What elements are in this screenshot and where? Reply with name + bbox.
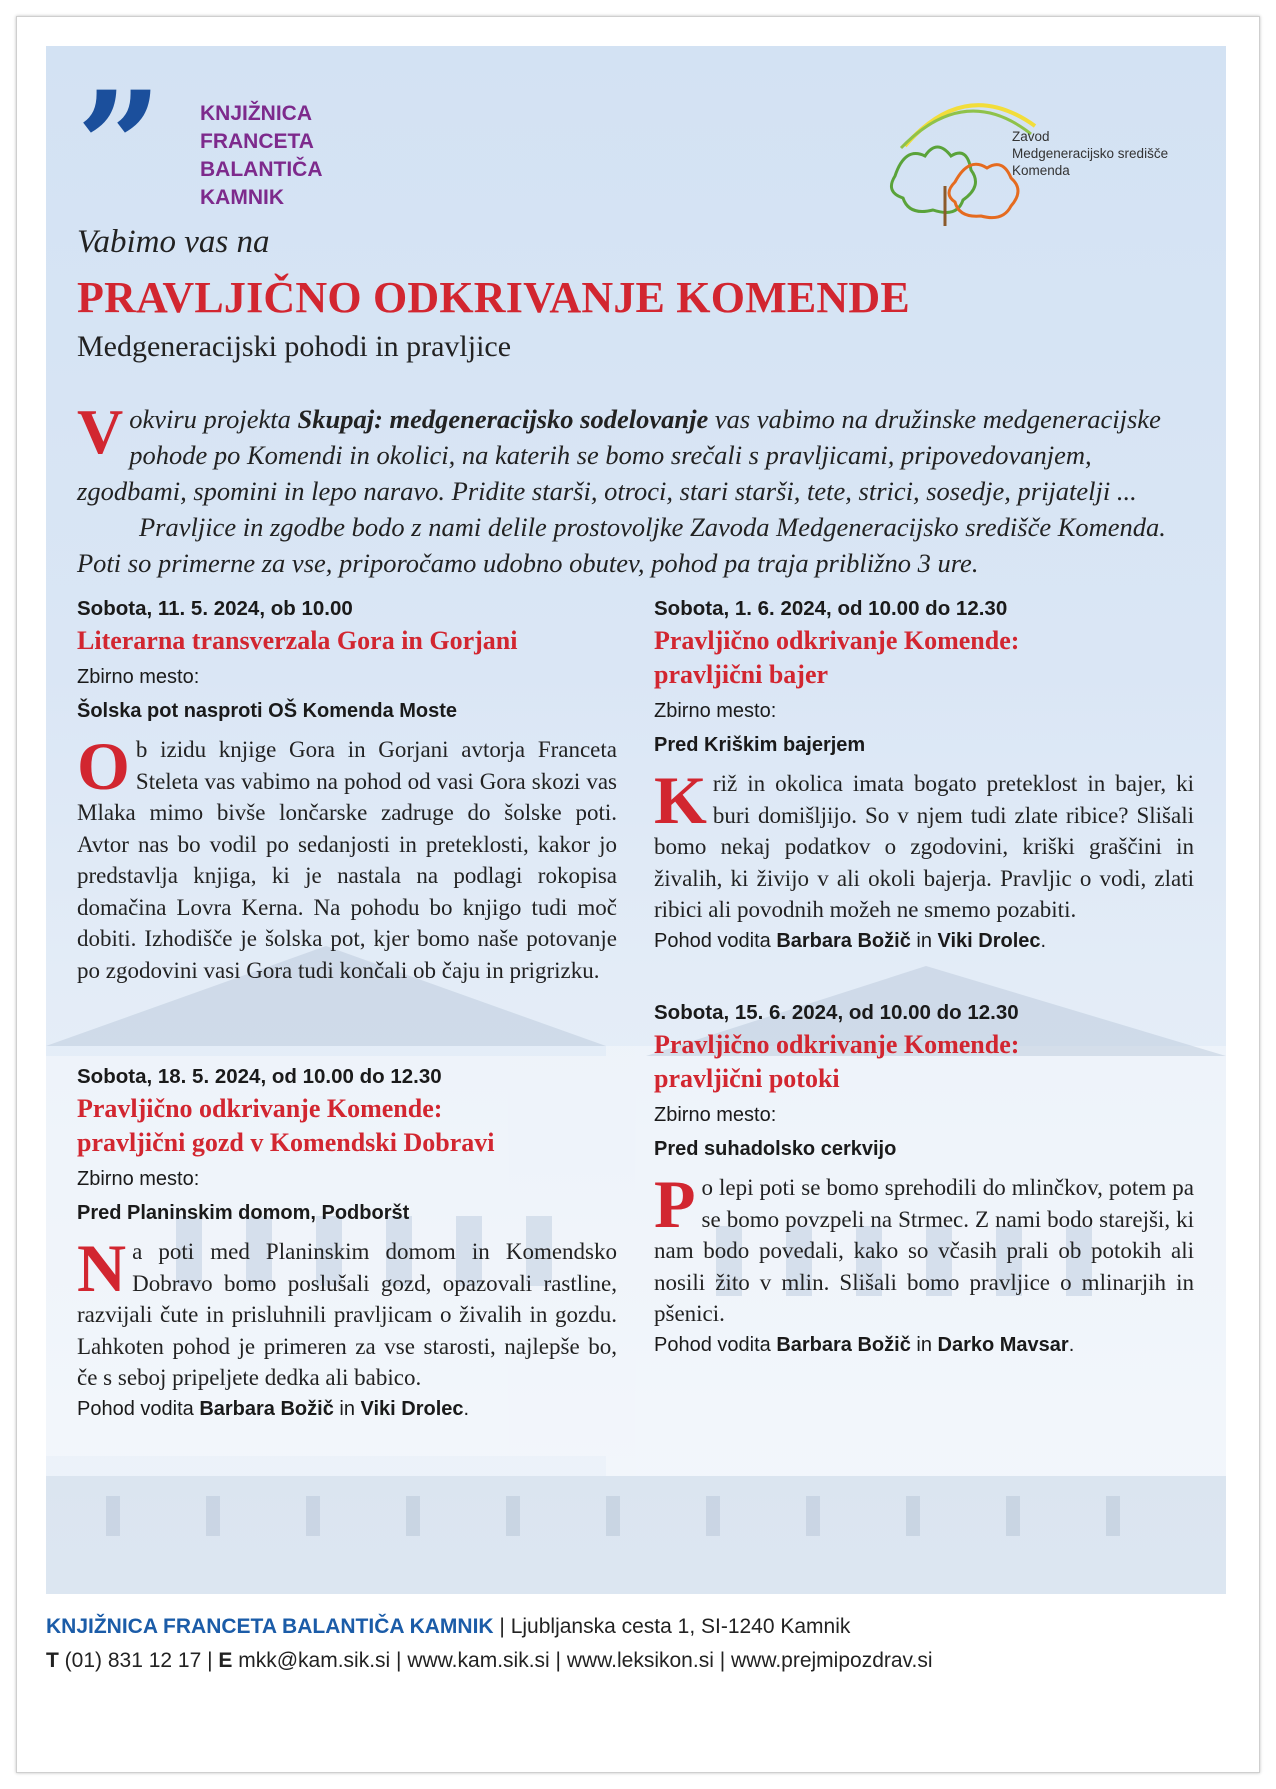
leader-name: Darko Mavsar	[937, 1333, 1069, 1356]
page-subtitle: Medgeneracijski pohodi in pravljice	[77, 330, 512, 363]
footer-address: | Ljubljanska cesta 1, SI-1240 Kamnik	[493, 1615, 851, 1638]
event-description	[654, 762, 1194, 926]
drop-cap: N	[77, 1230, 127, 1306]
event-title: pravljični bajer	[654, 660, 829, 689]
partner-line: Medgeneracijsko središče	[1012, 146, 1169, 161]
leaders-label: Pohod vodita	[654, 1333, 777, 1356]
event-card	[77, 1062, 617, 1425]
quote-mark-icon: ”	[76, 59, 151, 235]
kicker: Vabimo vas na	[77, 224, 270, 260]
leader-name: Barbara Božič	[776, 929, 911, 952]
footer-line-1	[46, 1610, 1226, 1644]
meet-place: Pred Planinskim domom, Podboršt	[77, 1202, 410, 1224]
event-leaders	[654, 1330, 1194, 1361]
event-title: Literarna transverzala Gora in Gorjani	[77, 626, 518, 655]
event-date: Sobota, 1. 6. 2024, od 10.00 do 12.30	[654, 597, 1008, 620]
intro-text	[77, 396, 1192, 581]
logo-line: KNJIŽNICA	[200, 102, 313, 125]
logo-line: KAMNIK	[200, 186, 284, 209]
meet-place: Pred Kriškim bajerjem	[654, 734, 866, 756]
intro-paragraph-2: Pravljice in zgodbe bodo z nami delile prostovoljke Zavoda Medgeneracijsko središče Komenda. Poti so primerne za vse, priporočamo udobno obutev, pohod pa traja približno 3 ure.	[77, 512, 1166, 578]
partner-logo-text	[1012, 128, 1168, 179]
event-title: Pravljično odkrivanje Komende:	[77, 1094, 443, 1123]
leader-name: Barbara Božič	[199, 1397, 334, 1420]
library-logo-text	[200, 100, 420, 212]
leaders-join: in	[910, 1333, 938, 1356]
event-title: pravljični gozd v Komendski Dobravi	[77, 1128, 495, 1157]
event-title: Pravljično odkrivanje Komende:	[654, 626, 1020, 655]
event-description	[654, 1166, 1194, 1330]
event-title: pravljični potoki	[654, 1064, 840, 1093]
intro-paragraph	[77, 396, 1192, 509]
partner-line: Zavod	[1012, 129, 1050, 144]
project-name: Skupaj: medgeneracijsko sodelovanje	[297, 404, 709, 434]
leaders-end: .	[1068, 1333, 1075, 1356]
drop-cap: K	[654, 762, 707, 838]
email-label: E	[218, 1649, 233, 1672]
meet-label: Zbirno mesto:	[77, 666, 200, 688]
event-leaders	[654, 926, 1194, 957]
leader-name: Viki Drolec	[360, 1397, 464, 1420]
leaders-join: in	[333, 1397, 361, 1420]
meet-label: Zbirno mesto:	[654, 700, 777, 722]
drop-cap: V	[77, 396, 124, 467]
meet-place: Pred suhadolsko cerkvijo	[654, 1138, 897, 1160]
event-description	[77, 1230, 617, 1394]
footer-org: KNJIŽNICA FRANCETA BALANTIČA KAMNIK	[46, 1615, 494, 1638]
event-text: b izidu knjige Gora in Gorjani avtorja Franceta Steleta vas vabimo na pohod od vasi Gora skozi vas Mlaka mimo bivše lončarske zadruge do šolske poti. Avtor nas bo vodil po sedanjosti in preteklosti, kakor jo predstavlja knjiga, ki je nastala na podlagi rokopisa domačina Lovra Kerna. Na pohodu bo knjigo tudi moč dobiti. Izhodišče je šolska pot, kjer bomo naše potovanje po zgodovini vasi Gora tudi končali ob čaju in prigrizku.	[77, 737, 617, 983]
meet-label: Zbirno mesto:	[77, 1168, 200, 1190]
event-leaders	[77, 1394, 617, 1425]
footer-phone: (01) 831 12 17 |	[58, 1649, 219, 1672]
footer-contacts[interactable]: mkk@kam.sik.si | www.kam.sik.si | www.leksikon.si | www.prejmipozdrav.si	[232, 1649, 933, 1672]
meet-label: Zbirno mesto:	[654, 1104, 777, 1126]
intro-text-part: vas vabimo na družinske medgeneracijske pohode po Komendi in okolici, na katerih se bomo srečali s pravljicami, pripovedovanjem, zgodbami, spomini in lepo naravo. Pridite starši, otroci, stari starši, tete, strici, sosedje, prijatelji ...	[77, 404, 1161, 506]
leaders-end: .	[463, 1397, 470, 1420]
footer	[46, 1610, 1226, 1678]
page-title: PRAVLJIČNO ODKRIVANJE KOMENDE	[77, 273, 910, 322]
event-date: Sobota, 15. 6. 2024, od 10.00 do 12.30	[654, 1001, 1019, 1024]
event-text: a poti med Planinskim domom in Komendsko Dobravo bomo poslušali gozd, opazovali rastline, razvijali čute in prisluhnili pravljicam o živalih in gozdu. Lahkoten pohod je primeren za vse starosti, najlepše bo, če s seboj pripeljete dedka ali babico.	[77, 1239, 617, 1390]
event-text: o lepi poti se bomo sprehodili do mlinčkov, potem pa se bomo povzpeli na Strmec. Z nami bodo starejši, ki nam bodo povedali, kako so včasih prali ob potokih ali nosili žito v mlin. Slišali bomo pravljice o mlinarjih in pšenici.	[654, 1175, 1194, 1326]
event-date: Sobota, 11. 5. 2024, ob 10.00	[77, 597, 353, 620]
leader-name: Viki Drolec	[937, 929, 1041, 952]
event-date: Sobota, 18. 5. 2024, od 10.00 do 12.30	[77, 1065, 442, 1088]
event-card	[654, 998, 1194, 1361]
event-text: riž in okolica imata bogato preteklost in bajer, ki buri domišljijo. So v njem tudi zlate ribice? Slišali bomo nekaj podatkov o zgodovini, kriški graščini in živalih, ki živijo v ali okoli bajerja. Pravljic o vodi, zlati ribici ali povodnih možeh ne smemo pozabiti.	[654, 771, 1194, 922]
logo-line: FRANCETA	[200, 130, 314, 153]
meet-place: Šolska pot nasproti OŠ Komenda Moste	[77, 700, 458, 722]
leaders-label: Pohod vodita	[654, 929, 777, 952]
logo-line: BALANTIČA	[200, 158, 323, 181]
event-title: Pravljično odkrivanje Komende:	[654, 1030, 1020, 1059]
leaders-label: Pohod vodita	[77, 1397, 200, 1420]
poster	[46, 46, 1226, 1594]
phone-label: T	[46, 1649, 59, 1672]
footer-line-2	[46, 1644, 1226, 1678]
drop-cap: O	[77, 728, 130, 804]
event-card	[654, 594, 1194, 957]
drop-cap: P	[654, 1166, 696, 1242]
leader-name: Barbara Božič	[776, 1333, 911, 1356]
leaders-join: in	[910, 929, 938, 952]
event-description	[77, 728, 617, 986]
intro-text-part: okviru projekta	[129, 404, 298, 434]
partner-line: Komenda	[1012, 163, 1070, 178]
event-card	[77, 594, 617, 986]
leaders-end: .	[1040, 929, 1047, 952]
